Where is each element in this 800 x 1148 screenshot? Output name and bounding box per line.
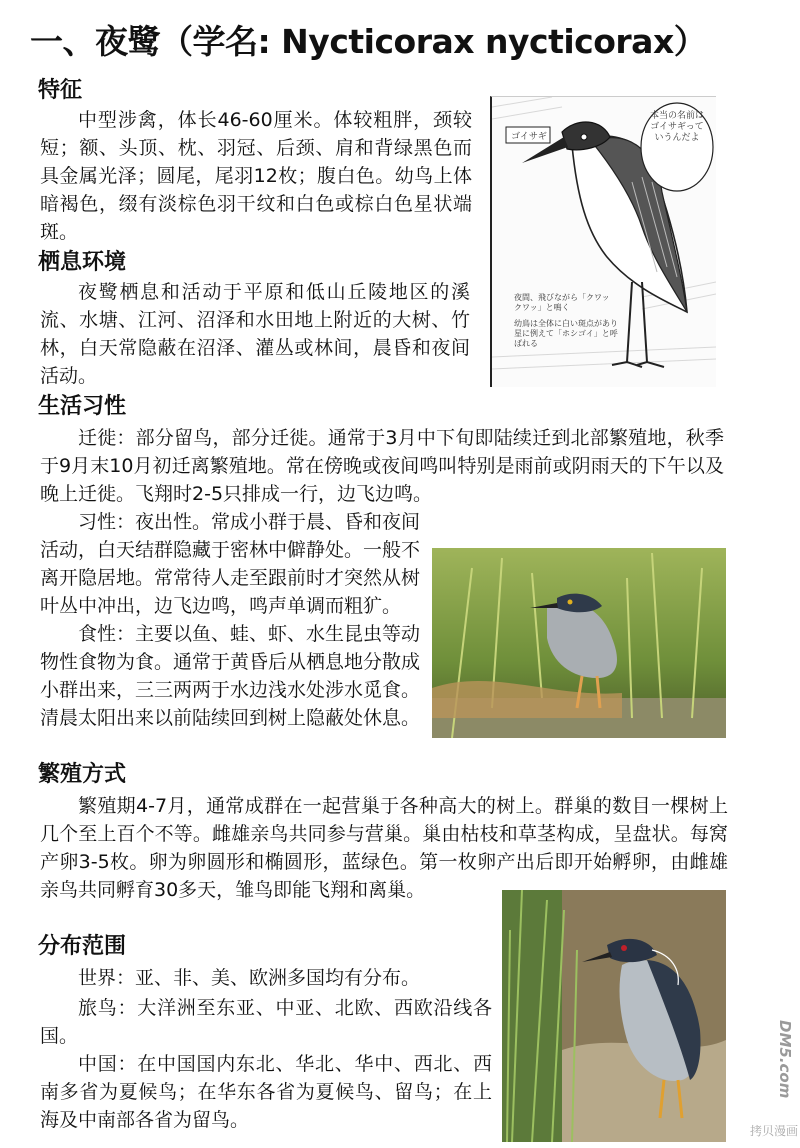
heron-photo-icon [432, 548, 726, 738]
habitat-text: 夜鹭栖息和活动于平原和低山丘陵地区的溪流、水塘、江河、沼泽和水田地上附近的大树、竹林，白天常隐蔽在沼泽、灌丛或林间，晨昏和夜间活动。 [40, 281, 470, 387]
distribution-china-text: 中国：在中国国内东北、华北、华中、西北、西南多省为夏候鸟；在华东各省为夏候鸟、留鸟；在上海及中南部各省为留鸟。 [40, 1053, 492, 1131]
heading-distribution: 分布范围 [38, 934, 127, 959]
illustration-note-call: 夜間、飛びながら「クワックワッ」と鳴く [514, 293, 610, 312]
distribution-world-text: 世界：亚、非、美、欧洲多国均有分布。 [78, 967, 421, 989]
heading-features: 特征 [38, 78, 83, 103]
habits-diet-text: 食性：主要以鱼、蛙、虾、水生昆虫等动物性食物为食。通常于黄昏后从栖息地分散成小群出来，三三两两于水边浅水处涉水觅食。清晨太阳出来以前陆续回到树上隐蔽处休息。 [40, 623, 421, 729]
breeding-text: 繁殖期4-7月，通常成群在一起营巢于各种高大的树上。群巢的数目一棵树上几个至上百个不等。雌雄亲鸟共同参与营巢。巢由枯枝和草茎构成，呈盘状。每窝产卵3-5枚。卵为卵圆形和椭圆形，蓝绿色。第一枚卵产出后即开始孵卵，由雌雄亲鸟共同孵育30多天，雏鸟即能飞翔和离巢。 [40, 795, 728, 901]
illustration-note-juvenile: 幼鳥は全体に白い斑点があり星に例えて「ホシゴイ」と呼ばれる [514, 319, 618, 348]
habits-behavior-text: 习性：夜出性。常成小群于晨、昏和夜间活动，白天结群隐藏于密林中僻静处。一般不离开隐居地。常常待人走至跟前时才突然从树叶丛中冲出，边飞边鸣，鸣声单调而粗犷。 [40, 511, 421, 617]
manga-heron-illustration [490, 96, 716, 387]
photo-heron-grass [432, 548, 726, 738]
illustration-label: ゴイサギ [511, 132, 547, 142]
watermark-credit: 拷贝漫画 [749, 1124, 798, 1138]
page-title: 一、夜鹭（学名: Nycticorax nycticorax） [30, 22, 707, 61]
distribution-migrant-text: 旅鸟：大洋洲至东亚、中亚、北欧、西欧沿线各国。 [40, 997, 492, 1047]
heading-breeding: 繁殖方式 [38, 762, 127, 787]
photo-heron-bank [502, 890, 726, 1142]
features-text: 中型涉禽，体长46-60厘米。体较粗胖，颈较短；额、头顶、枕、羽冠、后颈、肩和背绿黑色而具金属光泽；圆尾，尾羽12枚；腹白色。幼鸟上体暗褐色，缀有淡棕色羽干纹和白色或棕白色星状端斑。 [40, 109, 472, 243]
habits-migration-text: 迁徙：部分留鸟，部分迁徙。通常于3月中下旬即陆续迁到北部繁殖地，秋季于9月末10月初迁离繁殖地。常在傍晚或夜间鸣叫特别是雨前或阴雨天的下午以及晚上迁徙。飞翔时2-5只排成一行，边飞边鸣。 [40, 427, 724, 505]
heading-habitat: 栖息环境 [38, 250, 127, 275]
illustration-speech-bubble: 本当の名前はゴイサギっていうんだよ [650, 111, 705, 143]
watermark-site: DM5.com [776, 1020, 794, 1099]
heading-habits: 生活习性 [38, 394, 127, 419]
heron-photo-icon [502, 890, 726, 1142]
